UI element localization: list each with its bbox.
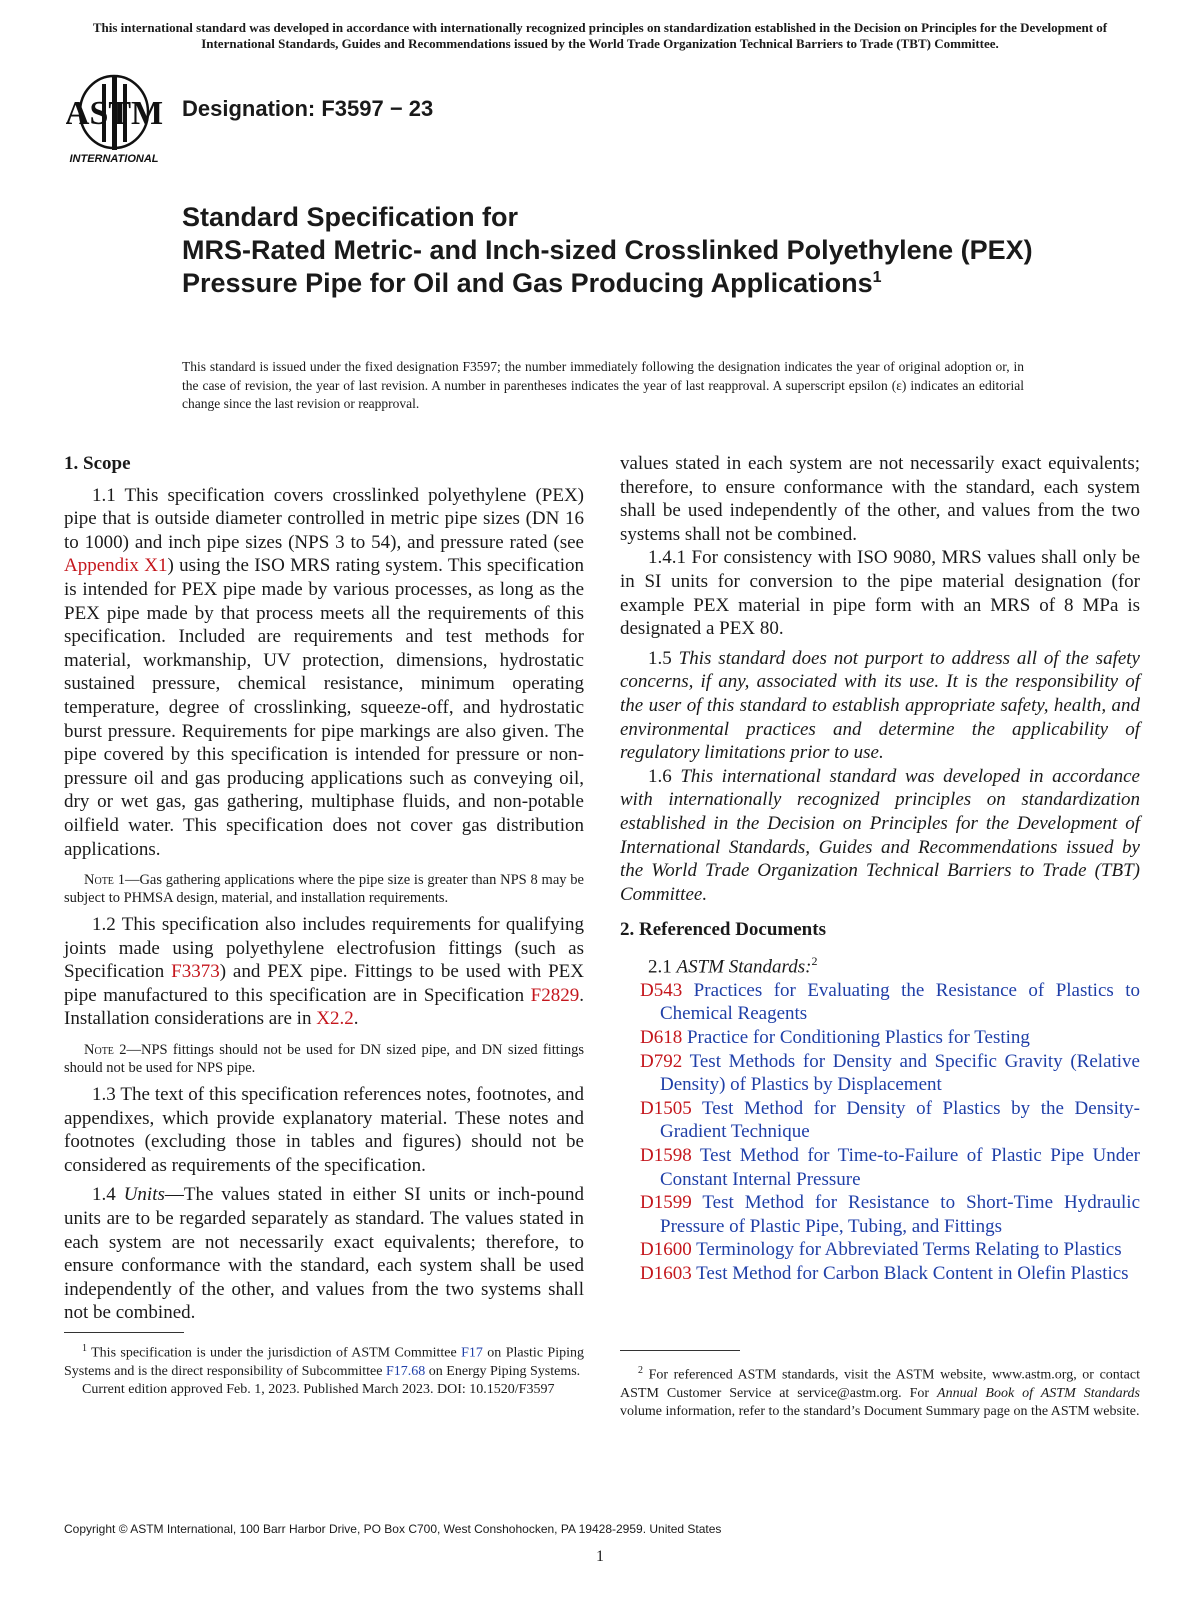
reference-code[interactable]: D543: [640, 979, 683, 1001]
reference-title[interactable]: Test Methods for Density and Specific Gravity (Relative Density) of Plastics by Displacement: [660, 1050, 1140, 1096]
copyright: Copyright © ASTM International, 100 Barr Harbor Drive, PO Box C700, West Conshohocken, PA 19428-2959. United States: [64, 1522, 722, 1536]
reference-title[interactable]: Test Method for Resistance to Short-Time Hydraulic Pressure of Plastic Pipe, Tubing, and Fittings: [660, 1192, 1140, 1237]
reference-item[interactable]: [620, 1144, 1140, 1191]
link-f3373[interactable]: F3373: [171, 961, 220, 983]
astm-logo-icon: [66, 70, 170, 166]
title-footnote-mark: 1: [872, 269, 882, 286]
paragraph-1-2: 1.2 This specification also includes requirements for qualifying joints made using polyethylene electrofusion fittings (such as Specification F3373) and PEX pipe. Fittings to be used with PEX pipe manufactured to this specification are in Specification F2829. Installation considerations are in X2.2.: [64, 914, 584, 1030]
reference-title[interactable]: Test Method for Carbon Black Content in Olefin Plastics: [691, 1262, 1129, 1284]
footnote-rule-left: [64, 1332, 184, 1333]
document-title: [182, 201, 1082, 300]
paragraph-1-1: 1.1 This specification covers crosslinked polyethylene (PEX) pipe that is outside diameter controlled in metric pipe sizes (DN 16 to 1000) and inch pipe sizes (NPS 3 to 54), and pressure rated (see Appendix X1) using the ISO MRS rating system. This specification is intended for PEX pipe made by various processes, as long as the PEX pipe made by that process meets all the requirements of this specification. Included are requirements and test methods for material, workmanship, UV protection, dimensions, hydrostatic sustained pressure, chemical resistance, minimum operating temperature, degree of crosslinking, squeeze-off, and hydrostatic burst pressure. Requirements for pipe markings are also given. The pipe covered by this specification is intended for pressure or non-pressure oil and gas producing applications such as conveying oil, dry or wet gas, gas gathering, multiphase fluids, and non-potable oilfield water. This specification does not cover gas distribution applications.: [64, 484, 585, 860]
reference-title[interactable]: Practice for Conditioning Plastics for Testing: [682, 1026, 1030, 1048]
reference-list: [620, 979, 1140, 1286]
reference-code[interactable]: D1598: [640, 1144, 692, 1166]
note-1: Note 1—Gas gathering applications where the pipe size is greater than NPS 8 may be subject to PHMSA design, material, and installation requirements.: [64, 872, 584, 907]
paragraph-1-4-1: 1.4.1 For consistency with ISO 9080, MRS values shall only be in SI units for conversion to the pipe material designation (for example PEX material in pipe form with an MRS of 8 MPa is designated a PEX 80.: [620, 547, 1140, 640]
link-f17[interactable]: F17: [461, 1345, 483, 1361]
note-2: Note 2—NPS fittings should not be used for DN sized pipe, and DN sized fittings should not be used for NPS pipe.: [64, 1042, 584, 1077]
astm-logo: [66, 70, 170, 166]
reference-item[interactable]: [620, 1262, 1140, 1286]
right-column-content: [620, 452, 1140, 1286]
left-column: [64, 452, 584, 1325]
designation: Designation: F3597 − 23: [182, 96, 434, 121]
reference-item[interactable]: [620, 979, 1140, 1026]
reference-title[interactable]: Test Method for Time-to-Failure of Plastic Pipe Under Constant Internal Pressure: [660, 1144, 1140, 1190]
reference-code[interactable]: D618: [640, 1026, 683, 1048]
footnote-rule-right: [620, 1350, 740, 1351]
paragraph-1-4-continued: values stated in each system are not necessarily exact equivalents; therefore, to ensure conformance with the standard, each system shall be used independently of the other, and values from the two systems shall not be combined.: [620, 453, 1140, 545]
reference-title[interactable]: Terminology for Abbreviated Terms Relating to Plastics: [691, 1239, 1122, 1261]
reference-item[interactable]: [620, 1097, 1140, 1144]
paragraph-1-4: 1.4 Units—The values stated in either SI units or inch-pound units are to be regarded separately as standard. The values stated in each system are not necessarily exact equivalents; therefore, to ensure conformance with the standard, each system shall be used independently of the other, and values from the two systems shall not be combined.: [64, 1184, 584, 1324]
footnote-1: [64, 1340, 584, 1399]
svg-text:ASTM: ASTM: [66, 95, 164, 132]
paragraph-1-3: 1.3 The text of this specification references notes, footnotes, and appendixes, which provide explanatory material. These notes and footnotes (excluding those in tables and figures) should not be considered as requirements of the specification.: [64, 1084, 584, 1176]
title-line1: Standard Specification for: [182, 202, 519, 232]
footnote-1-text: $^1$ This specification is under the jurisdiction of ASTM Committee F17 on Plastic Piping Systems and is the direct responsibility of Subcommittee F17.68 on Energy Piping Systems.: [64, 1343, 584, 1379]
reference-item[interactable]: [620, 1191, 1140, 1238]
section-heading-referenced-documents: 2. Referenced Documents: [620, 919, 826, 941]
reference-item[interactable]: [620, 1238, 1140, 1262]
reference-item[interactable]: [620, 1026, 1140, 1050]
svg-text:INTERNATIONAL: INTERNATIONAL: [69, 153, 159, 165]
footnote-1-edition: Current edition approved Feb. 1, 2023. Published March 2023. DOI: 10.1520/F3597: [82, 1381, 555, 1397]
link-appendix-x1[interactable]: Appendix X1: [64, 555, 168, 577]
link-f2829[interactable]: F2829: [530, 984, 580, 1006]
paragraph-1-5: 1.5 This standard does not purport to address all of the safety concerns, if any, associated with its use. It is the responsibility of the user of this standard to establish appropriate safety, health, and environmental practices and determine the applicability of regulatory limitations prior to use.: [620, 647, 1140, 764]
footnote-2: [620, 1362, 1140, 1421]
reference-item[interactable]: [620, 1050, 1140, 1097]
link-x2-2[interactable]: X2.2: [316, 1008, 354, 1030]
page-number: 1: [596, 1548, 604, 1565]
section-heading-scope: 1. Scope: [64, 453, 131, 474]
link-f17-68[interactable]: F17.68: [385, 1363, 426, 1379]
reference-code[interactable]: D1599: [640, 1192, 692, 1214]
subsection-2-1: 2.1 ASTM Standards:$^2$: [648, 953, 818, 978]
paragraph-1-6: 1.6 This international standard was developed in accordance with internationally recognized principles on standardization established in the Decision on Principles for the Development of International Standards, Guides and Recommendations issued by the World Trade Organization Technical Barriers to Trade (TBT) Committee.: [620, 765, 1140, 905]
reference-title[interactable]: Practices for Evaluating the Resistance of Plastics to Chemical Reagents: [660, 979, 1140, 1025]
reference-code[interactable]: D1505: [640, 1097, 692, 1119]
reference-code[interactable]: D1600: [640, 1239, 692, 1261]
footnote-2-text: $^2$ For referenced ASTM standards, visit the ASTM website, www.astm.org, or contact ASTM Customer Service at service@astm.org. For Annual Book of ASTM Standards volume information, refer to the standard’s Document Summary page on the ASTM website.: [620, 1365, 1140, 1419]
reference-code[interactable]: D1603: [640, 1262, 692, 1284]
top-notice: This international standard was developed in accordance with internationally recognized principles on standardization established in the Decision on Principles for the Development of International Standards, Guides and Recommendations issued by the World Trade Organization Technical Barriers to Trade (TBT) Committee.: [92, 20, 1108, 51]
issuance-statement: This standard is issued under the fixed designation F3597; the number immediately following the designation indicates the year of original adoption or, in the case of revision, the year of last revision. A number in parentheses indicates the year of last reapproval. A superscript epsilon (ε) indicates an editorial change since the last revision or reapproval.: [182, 359, 1024, 411]
title-line2: MRS-Rated Metric- and Inch-sized Crosslinked Polyethylene (PEX) Pressure Pipe for Oil and Gas Producing Applications$^1$: [182, 235, 1033, 298]
reference-title[interactable]: Test Method for Density of Plastics by the Density-Gradient Technique: [660, 1097, 1140, 1143]
reference-code[interactable]: D792: [640, 1050, 683, 1072]
